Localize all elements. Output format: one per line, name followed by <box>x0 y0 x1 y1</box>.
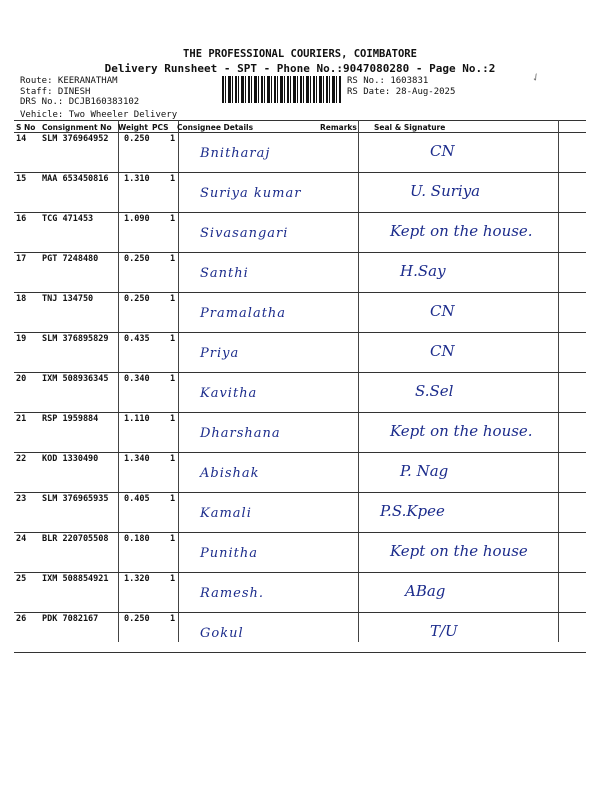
row-weight: 1.090 <box>124 214 150 224</box>
row-sno: 20 <box>16 374 27 384</box>
row-consignee-name: Bnitharaj <box>200 146 271 161</box>
row-consignment-no: SLM 376965935 <box>42 494 109 504</box>
rs-info-block <box>347 76 455 97</box>
row-sno: 23 <box>16 494 27 504</box>
row-sno: 25 <box>16 574 27 584</box>
table-top-border <box>14 120 586 121</box>
row-consignment-no: SLM 376964952 <box>42 134 109 144</box>
row-consignment-no: PDK 7082167 <box>42 614 99 624</box>
row-pcs: 1 <box>170 534 176 544</box>
row-signature: Kept on the house. <box>390 422 533 440</box>
row-sno: 16 <box>16 214 27 224</box>
row-consignment-no: BLR 220705508 <box>42 534 109 544</box>
row-signature: Kept on the house <box>390 542 528 560</box>
table-row <box>14 172 586 212</box>
row-pcs: 1 <box>170 174 176 184</box>
row-weight: 0.250 <box>124 254 150 264</box>
row-consignee-name: Sivasangari <box>200 226 289 241</box>
row-consignee-name: Pramalatha <box>200 306 287 321</box>
row-consignee-name: Santhi <box>200 266 249 281</box>
row-weight: 0.435 <box>124 334 150 344</box>
row-weight: 0.180 <box>124 534 150 544</box>
row-pcs: 1 <box>170 614 176 624</box>
row-pcs: 1 <box>170 294 176 304</box>
table-row <box>14 492 586 532</box>
row-pcs: 1 <box>170 254 176 264</box>
runsheet-subtitle: Delivery Runsheet - SPT - Phone No.:9047080280 - Page No.:2 <box>104 62 496 75</box>
row-pcs: 1 <box>170 414 176 424</box>
table-row <box>14 132 586 172</box>
row-signature: P.S.Kpee <box>380 502 445 520</box>
row-pcs: 1 <box>170 454 176 464</box>
row-pcs: 1 <box>170 494 176 504</box>
col-header-consignee: Consignee Details <box>177 123 254 132</box>
table-row <box>14 452 586 492</box>
table-row <box>14 332 586 372</box>
row-pcs: 1 <box>170 374 176 384</box>
row-consignment-no: TCG 471453 <box>42 214 94 224</box>
table-row <box>14 532 586 572</box>
row-pcs: 1 <box>170 574 176 584</box>
row-weight: 0.405 <box>124 494 150 504</box>
col-header-weight: Weight <box>118 123 148 132</box>
row-consignee-name: Kavitha <box>200 386 258 401</box>
row-consignee-name: Abishak <box>200 466 260 481</box>
row-sno: 14 <box>16 134 27 144</box>
table-row <box>14 292 586 332</box>
row-divider <box>14 652 586 653</box>
row-signature: T/U <box>430 622 458 640</box>
row-consignment-no: RSP 1959884 <box>42 414 99 424</box>
row-pcs: 1 <box>170 214 176 224</box>
row-consignee-name: Punitha <box>200 546 258 561</box>
row-consignee-name: Suriya kumar <box>200 186 302 201</box>
row-consignee-name: Gokul <box>200 626 244 641</box>
company-title: THE PROFESSIONAL COURIERS, COIMBATORE <box>183 48 417 60</box>
row-signature: CN <box>430 342 455 360</box>
route-label: Route: KEERANATHAM <box>20 76 118 86</box>
row-weight: 1.340 <box>124 454 150 464</box>
row-consignment-no: KOD 1330490 <box>42 454 99 464</box>
row-weight: 1.110 <box>124 414 150 424</box>
row-weight: 1.310 <box>124 174 150 184</box>
row-pcs: 1 <box>170 334 176 344</box>
row-consignee-name: Ramesh. <box>200 586 265 601</box>
row-sno: 17 <box>16 254 27 264</box>
row-weight: 0.250 <box>124 294 150 304</box>
row-sno: 21 <box>16 414 27 424</box>
runsheet-table <box>14 120 586 642</box>
row-weight: 1.320 <box>124 574 150 584</box>
row-sno: 18 <box>16 294 27 304</box>
row-consignment-no: IXM 508854921 <box>42 574 109 584</box>
table-row <box>14 572 586 612</box>
col-header-consignment: Consignment No <box>42 123 112 132</box>
row-signature: U. Suriya <box>410 182 481 200</box>
pen-mark-icon: ✓ <box>528 69 543 85</box>
col-header-remarks: Remarks <box>320 123 357 132</box>
rs-date: RS Date: 28-Aug-2025 <box>347 86 456 97</box>
row-consignment-no: PGT 7248480 <box>42 254 99 264</box>
drs-label: DRS No.: DCJB160383102 <box>20 97 140 107</box>
row-signature: H.Say <box>400 262 446 280</box>
row-consignment-no: SLM 376895829 <box>42 334 109 344</box>
row-consignee-name: Priya <box>200 346 240 361</box>
row-sno: 15 <box>16 174 27 184</box>
row-weight: 0.250 <box>124 134 150 144</box>
row-signature: P. Nag <box>400 462 449 480</box>
table-row <box>14 212 586 252</box>
row-sno: 22 <box>16 454 27 464</box>
row-sno: 24 <box>16 534 27 544</box>
row-weight: 0.250 <box>124 614 150 624</box>
row-sno: 26 <box>16 614 27 624</box>
row-consignment-no: IXM 508936345 <box>42 374 109 384</box>
col-header-pcs: PCS <box>152 123 169 132</box>
barcode-image <box>222 76 342 103</box>
staff-label: Staff: DINESH <box>20 86 91 97</box>
row-signature: CN <box>430 142 455 160</box>
row-signature: CN <box>430 302 455 320</box>
row-consignment-no: TNJ 134750 <box>42 294 94 304</box>
table-row <box>14 412 586 452</box>
row-signature: S.Sel <box>415 382 454 400</box>
route-info-block <box>20 76 139 108</box>
vehicle-label: Vehicle: Two Wheeler Delivery <box>20 110 178 120</box>
table-row <box>14 252 586 292</box>
row-signature: ABag <box>405 582 446 600</box>
table-row <box>14 372 586 412</box>
col-header-sno: S No <box>16 123 36 132</box>
row-consignee-name: Kamali <box>200 506 252 521</box>
row-signature: Kept on the house. <box>390 222 533 240</box>
row-sno: 19 <box>16 334 27 344</box>
table-row <box>14 612 586 652</box>
col-header-seal: Seal & Signature <box>374 123 446 132</box>
row-weight: 0.340 <box>124 374 150 384</box>
row-consignment-no: MAA 653450816 <box>42 174 109 184</box>
row-consignee-name: Dharshana <box>200 426 281 441</box>
rs-number: RS No.: 1603831 <box>347 76 429 86</box>
row-pcs: 1 <box>170 134 176 144</box>
